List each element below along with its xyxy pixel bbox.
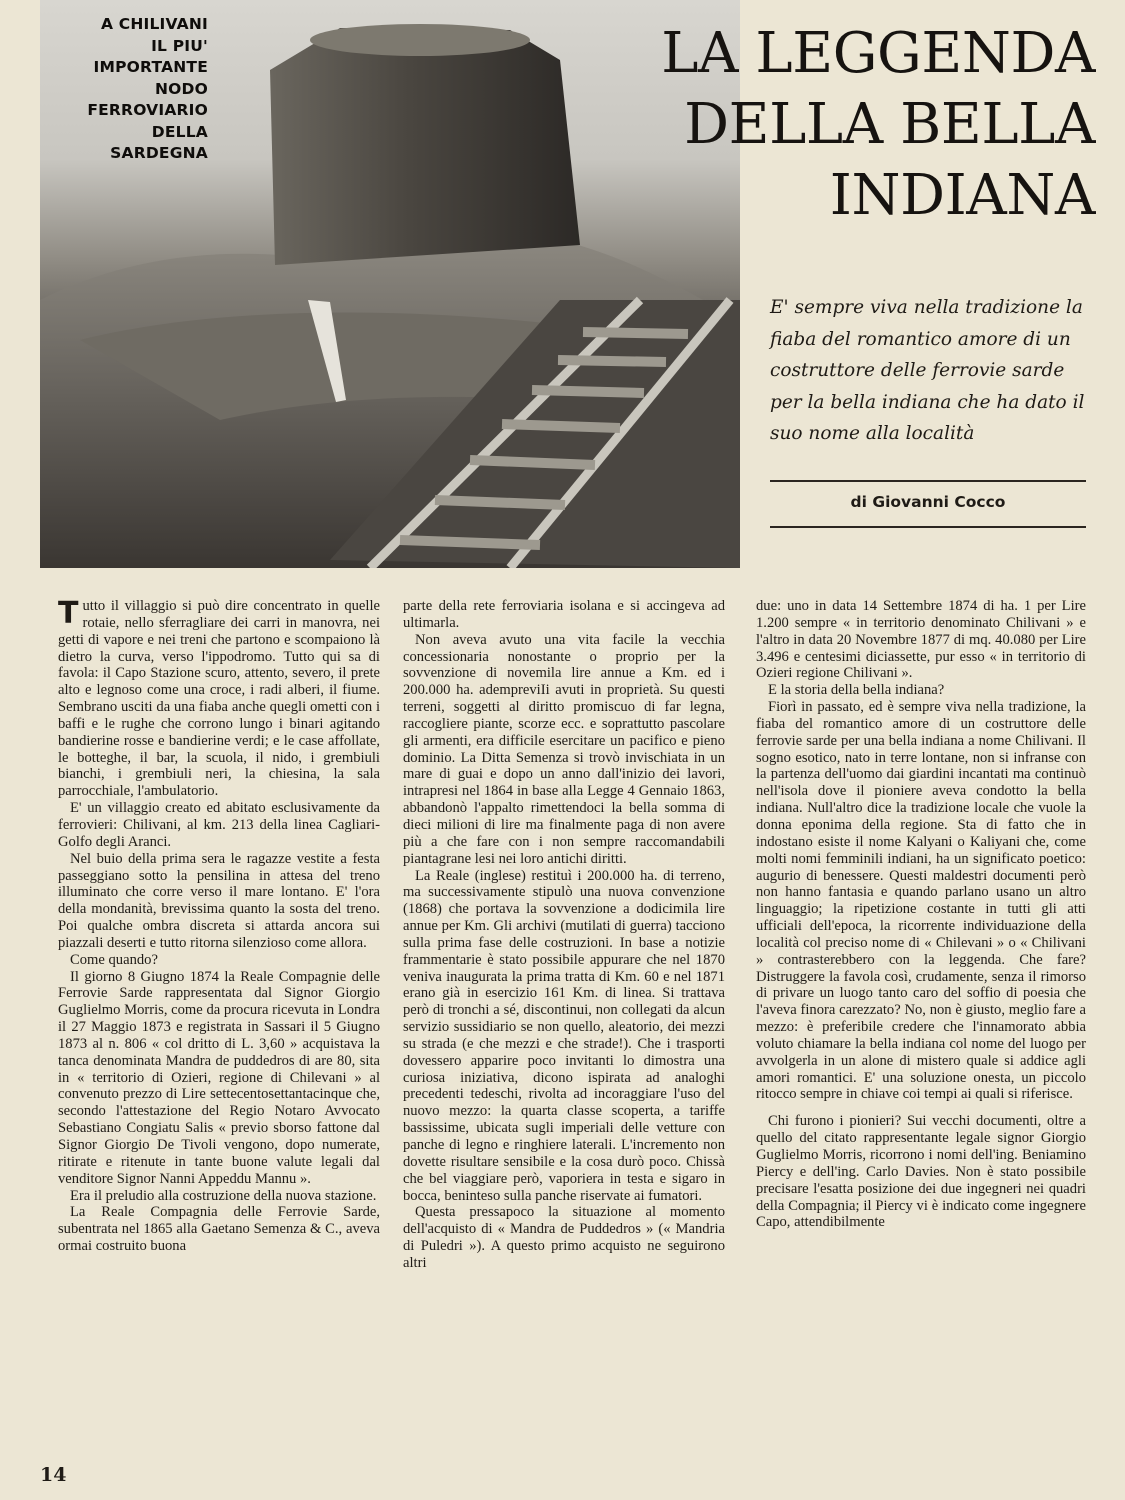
paragraph: Come quando? — [70, 951, 158, 968]
paragraph: Questa pressapoco la situazione al momento dell'acquisto di « Mandra de Puddedros » (« Mandria di Puledri »). A questo primo acquisto ne seguirono altri — [403, 1204, 725, 1271]
text-column-3 — [756, 598, 1086, 1458]
text-column-1 — [58, 598, 380, 1458]
text-column-2 — [403, 598, 725, 1458]
headline-line-2: DELLA BELLA — [684, 92, 1095, 157]
article-byline: di Giovanni Cocco — [850, 493, 1006, 511]
paragraph: due: uno in data 14 Settembre 1874 di ha. 1 per Lire 1.200 sempre « in territorio denominato Chilivani » e l'altro in data 20 Novembre 1877 di mq. 40.080 per Lire 3.496 e centesimi diciassette, pur esso « in territorio di Ozieri regione Chilivani ». — [756, 598, 1086, 682]
byline-rule-bottom — [770, 526, 1086, 528]
paragraph: Era il preludio alla costruzione della nuova stazione. — [70, 1187, 377, 1204]
paragraph: Chi furono i pionieri? Sui vecchi documenti, oltre a quello del citato rappresentante legale signor Giorgio Guglielmo Morris, ricorrono i nomi dell'ing. Beniamino Piercy e dell'ing. Carlo Davies. Non è stato possibile precisare l'esatta posizione dei due ingegneri nei quadri della Compagnia; il Piercy vi è indicato come ingegnere Capo, attendibilmente — [756, 1113, 1086, 1231]
drop-cap: T — [58, 598, 79, 631]
paragraph: parte della rete ferroviaria isolana e si accingeva ad ultimarla. — [403, 598, 725, 631]
paragraph: E' un villaggio creato ed abitato esclusivamente da ferrovieri: Chilivani, al km. 213 della linea Cagliari-Golfo degli Aranci. — [58, 800, 380, 850]
paragraph: La Reale Compagnia delle Ferrovie Sarde, subentrata nel 1865 alla Gaetano Semenza & C., aveva ormai costruito buona — [58, 1204, 380, 1255]
paragraph: Non aveva avuto una vita facile la vecchia concessionaria nonostante o proprio per la sovvenzione di novemila lire annue a Km. ed i 200.000 ha. adempreviIi avuti in proprietà. Su questi terreni, soggetti al diritto promiscuo di far legna, raccogliere piante, scorze ecc. e soprattutto pascolare gli armenti, era difficile esercitare un pacifico e pieno dominio. La Ditta Semenza si trovò invischiata in un mare di guai e dopo un anno dall'inizio dei lavori, intrapresi nel 1864 in base alla Legge 4 Gennaio 1863, abbandonò l'appalto rimettendoci la bella somma di dieci milioni di lire ma finalmente paga di non avere più a che fare con i non sempre raccomandabili piantagrane lesi nei loro antichi diritti. — [403, 631, 725, 867]
paragraph: Il giorno 8 Giugno 1874 la Reale Compagnie delle Ferrovie Sarde rappresentata dal Signor Giorgio Guglielmo Morris, come da procura ricevuta in Londra il 27 Maggio 1873 e registrata in Sassari il 5 Giugno 1873 al n. 806 « col dritto di L. 3,60 » acquistava la tanca denominata Mandra de puddedros di are 80, sita in « territorio di Ozieri, regione di Chilevani » al convenuto prezzo di Lire settecentosettantacinque che, secondo l'attestazione del Regio Notaro Avvocato Sebastiano Congiatu Salis « previo sborso fattone dal Signor Giorgio De Tivoli vengono, dopo numerate, ritirate e ritenute in tante buone valute legali dal venditore Signor Nanni Appeddu Mannu ». — [58, 968, 380, 1187]
headline-line-1: LA LEGGENDA — [661, 21, 1095, 86]
article-headline — [585, 18, 1095, 231]
paragraph: Tutto il villaggio si può dire concentrato in quelle rotaie, nello sferragliare dei carri in manovra, nei getti di vapore e nei treni che partono e scompaiono là dietro la curva, verso l'ippodromo. Tutto qui sa di favola: il Capo Stazione scuro, attento, severo, il prete alto e legnoso come una croce, i radi alberi, il fiume. Sembrano usciti da una fiaba anche quegli ometti con i baffi e le rughe che corrono lungo i binari agitando bandierine rosse e bandierine verdi; e le case affollate, le botteghe, il bar, la scuola, il nido, i grembiuli bianchi, i grembiuli neri, la chiesina, la sala parrocchiale, l'ambulatorio. — [58, 598, 380, 800]
page-number: 14 — [40, 1464, 67, 1486]
paragraph: Nel buio della prima sera le ragazze vestite a festa passeggiano sotto la pensilina in attesa del treno illuminato che corre verso il mare lontano. E' l'ora della mondanità, brevissima quanto la sosta del treno. Poi qualche ombra discreta si attarda ancora sui piazzali deserti e tutto ritorna silenzioso come allora. — [58, 850, 380, 951]
paragraph: E la storia della bella indiana? — [768, 682, 945, 699]
headline-line-3: INDIANA — [829, 163, 1095, 228]
paragraph: Fiorì in passato, ed è sempre viva nella tradizione, la fiaba del romantico amore di un costruttore delle ferrovie sarde per una bella indiana a nome Chilivani. Il sogno esotico, nato in terre lontane, non si infranse con la partenza dell'uomo dai giardini incantati ma continuò nell'isola dove il pioniere aveva condotto la bella indiana. Null'altro dice la tradizione locale che vuole la donna eponima della regione. Sta di fatto che in indostano esiste il nome Kalyani o Kaliyani che, come molti nomi femminili indiani, ha un significato poetico: augurio di benessere. Questi maldestri documenti però non hanno fantasia e quando parlano usano un altro linguaggio; la ripetizione costante in tutti gli atti ufficiali dell'epoca, la ricorrente individuazione della località col preciso nome di « Chilevani » o « Chilivani » contrasterebbero con la leggenda. Che fare? Distruggere la favola così, crudamente, senza il rimorso di privare un luogo tanto caro del soffio di poesia che l'aveva finora carezzato? No, non è giusto, meglio fare a mezzo: è preferibile credere che l'innamorato abbia voluto chiamare la bella indiana col nome del luogo per avvolgerla in un alone di mistero quale si addice agli amori romantici. E' una soluzione onesta, un piccolo ritocco sempre in chiave coi tempi ai quali si riferisce. — [756, 699, 1086, 1103]
paragraph: La Reale (inglese) restituì i 200.000 ha. di terreno, ma successivamente stipulò una nuova convenzione (1868) che portava la sovvenzione a dodicimila lire annue per Km. Gli archivi (mutilati di guerra) tacciono sulla prima fase delle costruzioni. In base a notizie frammentarie è stato possibile appurare che nel 1870 veniva inaugurata la prima tratta di Km. 60 e nel 1871 erano già in esercizio 161 Km. di linea. Si trattava però di tronchi a sé, discontinui, non collegati da alcun servizio sussidiario se non quello, aleatorio, dei mezzi su strada (e che mezzi e che strade!). Che i trasporti dovessero apparire poco invitanti lo dimostra una curiosa iniziativa, dicono ispirata ad analoghi precedenti tedeschi, rivolta ad incoraggiare l'uso del nuovo mezzo: la quarta classe scoperta, a tariffe bassissime, ubicata sugli imperiali delle vetture con panche di legno e ringhiere laterali. L'incremento non dovette risultare sensibile e la cosa durò poco. Chissà che bel viaggiare però, vaporiera in testa e sigaro in bocca, beninteso sulla panche riservate ai fumatori. — [403, 867, 725, 1204]
byline-rule-top — [770, 480, 1086, 482]
article-standfirst: E' sempre viva nella tradizione la fiaba del romantico amore di un costruttore delle ferrovie sarde per la bella indiana che ha dato il suo nome alla località — [770, 297, 1085, 444]
kicker-headline: A CHILIVANI IL PIU' IMPORTANTE NODO FERROVIARIO DELLA SARDEGNA — [87, 15, 208, 162]
